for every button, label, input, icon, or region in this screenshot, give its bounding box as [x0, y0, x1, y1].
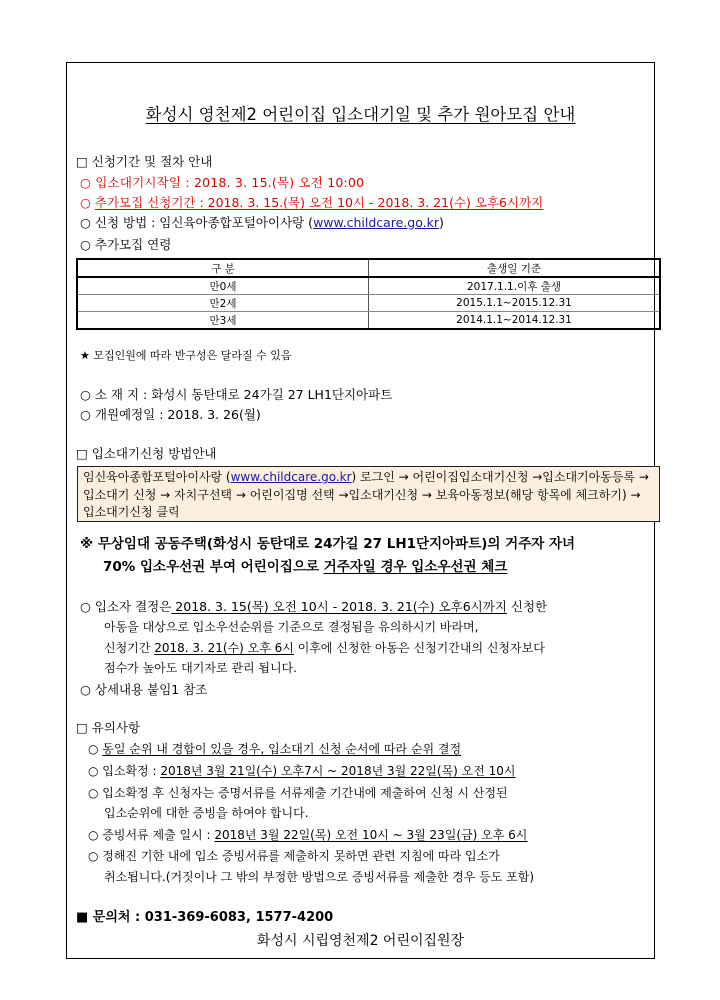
table-row [77, 312, 660, 330]
decision-period: 2018. 3. 15(목) 오전 10시 - 2018. 3. 21(수) 오후6시까지 [171, 599, 507, 614]
how-steps-box [77, 466, 660, 522]
caution-5a: ○ 정해진 기한 내에 입소 증빙서류를 제출하지 못하면 관련 지침에 따라 입소가 [88, 849, 500, 863]
detail-line: ○ 상세내용 붙임1 참조 [80, 682, 208, 697]
caution-2-text: 2018년 3월 21일(수) 오후7시 ~ 2018년 3월 22일(목) 오전 10시 [160, 764, 516, 778]
age-cell: 만0세 [77, 277, 369, 295]
age-table [76, 258, 661, 330]
age-cell: 만3세 [77, 312, 369, 330]
childcare-link-2[interactable]: www.childcare.go.kr [230, 470, 352, 484]
location-line: ○ 소 재 지 : 화성시 동탄대로 24가길 27 LH1단지아파트 [80, 387, 393, 402]
apply-method-prefix: ○ 신청 방법 : 임신육아종합포털아이사랑 ( [80, 215, 314, 230]
caution-1-prefix: ○ [88, 742, 103, 756]
decision-line2: 아동을 대상으로 입소우선순위를 기준으로 결정됨을 유의하시기 바라며, [104, 620, 479, 634]
decision-prefix: ○ 입소자 결정은 [80, 599, 172, 614]
apply-extra-period: 추가모집 신청기간 : 2018. 3. 15.(목) 오전 10시 - 2018. 3. 21(수) 오후6시까지 [94, 195, 544, 210]
priority-notice-check: 거주자일 경우 입소우선권 체크 [323, 559, 508, 575]
childcare-link[interactable]: www.childcare.go.kr [313, 215, 440, 230]
caution-3b: 입소순위에 대한 증빙을 하여야 합니다. [104, 806, 309, 820]
caution-1-text: 동일 순위 내 경합이 있을 경우, 입소대기 신청 순서에 따라 순위 결정 [102, 742, 462, 756]
decision-l3-prefix: 신청기간 [104, 641, 155, 655]
contact-line: ■ 문의처 : 031-369-6083, 1577-4200 [76, 910, 334, 925]
age-table-header-category: 구 분 [77, 259, 369, 277]
caution-3a: ○ 입소확정 후 신청자는 증명서류를 서류제출 기간내에 제출하여 신청 시 산정된 [88, 786, 508, 800]
table-row [77, 295, 660, 312]
table-row [77, 277, 660, 295]
decision-suffix: 신청한 [506, 599, 548, 614]
signature: 화성시 시립영천제2 어린이집원장 [256, 933, 465, 949]
how-heading: □ 입소대기신청 방법안내 [76, 446, 217, 461]
age-heading: ○ 추가모집 연령 [80, 237, 172, 252]
age-table-header-birth: 출생일 기준 [369, 259, 661, 277]
cautions-heading: □ 유의사항 [76, 720, 141, 735]
birth-cell: 2014.1.1~2014.12.31 [369, 312, 661, 330]
class-note: ★ 모집인원에 따라 반구성은 달라질 수 있음 [80, 349, 292, 362]
decision-deadline: 2018. 3. 21(수) 오후 6시 [154, 641, 294, 655]
apply-extra-line [80, 193, 543, 211]
priority-notice-prefix: 70% 입소우선권 부여 어린이집으로 [103, 559, 324, 575]
how-steps-text: ) 로그인 → 어린이집입소대기신청 →입소대기아동등록 → 입소대기 신청 → 자치구선택 → 어린이집명 선택 →입소대기신청 → 보육아동정보(해당 항목에 체크하기) → 입소대기신청 클릭 [83, 470, 649, 519]
caution-4-prefix: ○ 증빙서류 제출 일시 : [88, 828, 215, 842]
age-table-header [77, 259, 660, 277]
caution-5b: 취소됩니다.(거짓이나 그 밖의 부정한 방법으로 증빙서류를 제출한 경우 등도 포함) [104, 870, 535, 884]
decision-l3-suffix: 이후에 신청한 아동은 신청기간내의 신청자보다 [293, 641, 545, 655]
caution-4-text: 2018년 3월 22일(목) 오전 10시 ~ 3월 23일(금) 오후 6시 [214, 828, 528, 842]
apply-heading: □ 신청기간 및 절차 안내 [76, 154, 213, 169]
apply-start-line: ○ 입소대기시작일 : 2018. 3. 15.(목) 오전 10:00 [80, 175, 365, 190]
birth-cell: 2015.1.1~2015.12.31 [369, 295, 661, 312]
decision-line1 [80, 597, 547, 615]
priority-notice-line1: ※ 무상임대 공동주택(화성시 동탄대로 24가길 27 LH1단지아파트)의 거주자 자녀 [80, 536, 576, 552]
age-cell: 만2세 [77, 295, 369, 312]
apply-method-line [80, 213, 444, 231]
caution-4 [88, 826, 527, 843]
apply-extra-prefix: ○ [80, 195, 95, 210]
caution-1 [88, 740, 461, 757]
apply-method-suffix: ) [439, 215, 444, 230]
caution-2-prefix: ○ 입소확정 : [88, 764, 161, 778]
how-steps-prefix: 임신육아종합포털아이사랑 ( [83, 470, 231, 484]
page-title: 화성시 영천제2 어린이집 입소대기일 및 추가 원아모집 안내 [145, 105, 576, 124]
birth-cell: 2017.1.1.이후 출생 [369, 277, 661, 295]
decision-line4: 점수가 높아도 대기자로 관리 됩니다. [104, 661, 297, 675]
priority-notice-line2 [103, 555, 507, 575]
caution-2 [88, 762, 516, 779]
opening-date-line: ○ 개원예정일 : 2018. 3. 26(월) [80, 407, 261, 422]
decision-line3 [104, 639, 545, 656]
